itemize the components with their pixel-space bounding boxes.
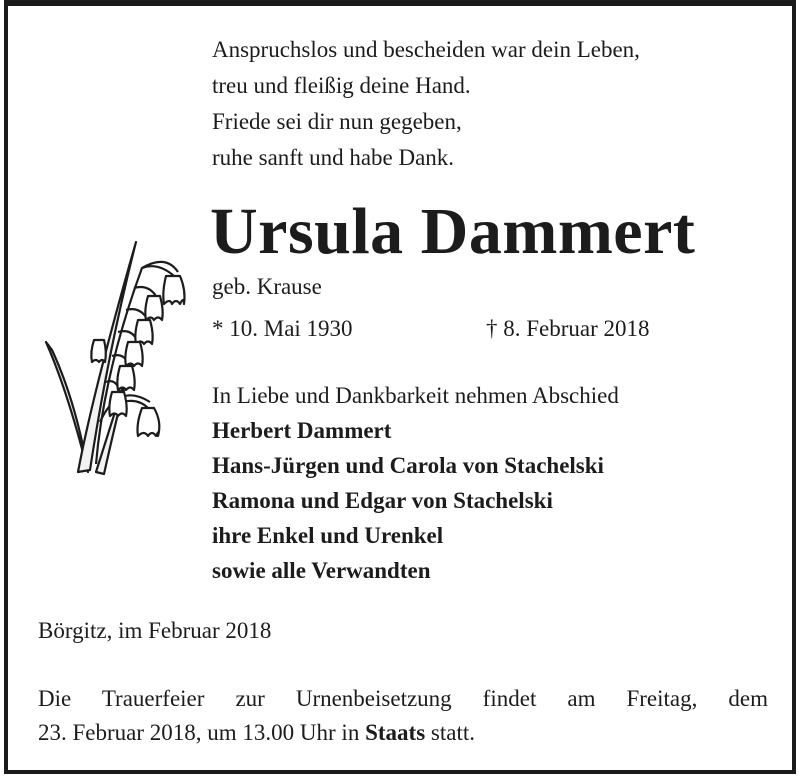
- ceremony-location: Staats: [365, 720, 426, 745]
- mourner-name: Hans-Jürgen und Carola von Stachelski: [212, 453, 604, 478]
- ceremony-text: statt.: [425, 720, 475, 745]
- mourner-name: Herbert Dammert: [212, 418, 392, 443]
- mourners-intro: In Liebe und Dankbarkeit nehmen Abschied: [212, 383, 619, 408]
- death-date: † 8. Februar 2018: [486, 316, 650, 341]
- poem-line: ruhe sanft und habe Dank.: [212, 145, 455, 170]
- birth-name: geb. Krause: [212, 274, 322, 299]
- ceremony-text: 23. Februar 2018, um 13.00 Uhr in: [38, 720, 366, 745]
- mourner-name: ihre Enkel und Urenkel: [212, 523, 444, 548]
- ceremony-line: Die Trauerfeier zur Urnenbeisetzung findet am Freitag, dem: [38, 686, 768, 711]
- ceremony-info: [38, 682, 768, 750]
- lily-of-the-valley-icon: [38, 232, 198, 492]
- poem-line: Friede sei dir nun gegeben,: [212, 109, 462, 134]
- poem: [212, 32, 640, 176]
- place-date: Börgitz, im Februar 2018: [38, 618, 272, 643]
- birth-date: * 10. Mai 1930: [212, 316, 353, 341]
- mourners-list: [212, 378, 619, 588]
- poem-line: Anspruchslos und bescheiden war dein Leben,: [212, 37, 640, 62]
- ceremony-line: [38, 716, 768, 750]
- mourner-name: Ramona und Edgar von Stachelski: [212, 488, 553, 513]
- poem-line: treu und fleißig deine Hand.: [212, 73, 471, 98]
- mourner-name: sowie alle Verwandten: [212, 558, 431, 583]
- obituary-notice: [4, 0, 796, 774]
- deceased-name: Ursula Dammert: [210, 195, 696, 268]
